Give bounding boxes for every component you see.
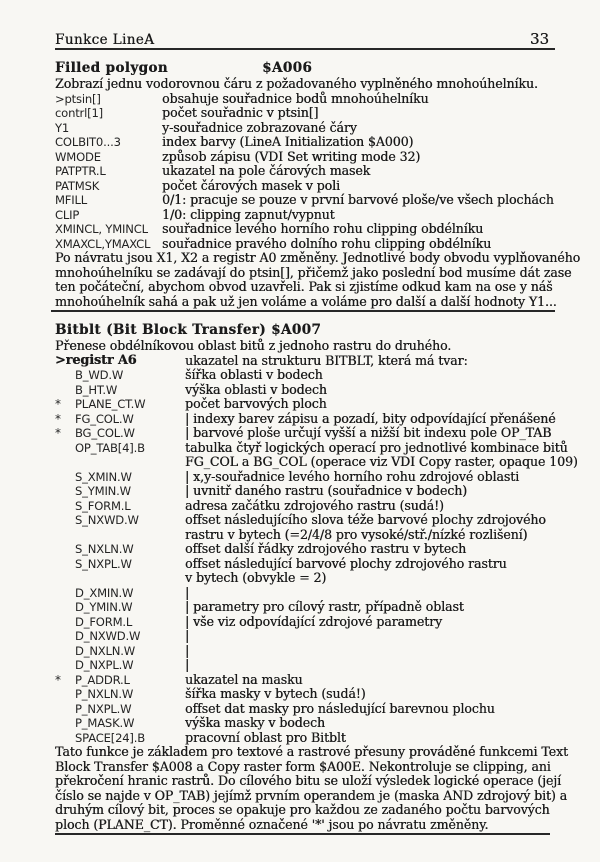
changed-marker <box>55 542 75 557</box>
field-description: | <box>185 628 190 643</box>
note-line: Po návratu jsou X1, X2 a registr A0 změněny. Jednotlivé body obvodu vyplňovaného <box>55 250 581 265</box>
parameter-description: obsahuje souřadnice bodů mnohoúhelníku <box>162 90 429 106</box>
changed-marker <box>55 687 75 702</box>
note-line: překročení hranic rastrů. Do cílového bitu se uloží výsledek logické operace (její <box>55 773 561 788</box>
register-description: ukazatel na strukturu BITBLT, která má tvar: <box>185 352 468 368</box>
note-line: Block Transfer $A008 a Copy raster form $A00E. Nekontroluje se clipping, ani <box>55 758 551 774</box>
changed-marker <box>55 499 75 514</box>
parameter-row <box>55 237 555 252</box>
field-name: P_ADDR.L <box>75 672 130 687</box>
field-description: šířka oblasti v bodech <box>185 367 323 382</box>
field-description: offset dat masky pro následující barevnou plochu <box>185 700 495 716</box>
parameter-row <box>55 92 555 107</box>
structure-field-row <box>55 368 555 383</box>
section-intro: Zobrazí jednu vodorovnou čáru z požadovaného vyplněného mnohoúhelníku. <box>55 76 538 91</box>
structure-field-row <box>55 615 555 630</box>
parameter-description: počet čárových masek v poli <box>162 177 340 193</box>
parameter-description: způsob zápisu (VDI Set writing mode 32) <box>162 148 421 164</box>
field-name: BG_COL.W <box>75 426 135 440</box>
structure-field-row <box>55 716 555 731</box>
structure-field-row <box>55 731 555 746</box>
structure-field-row <box>55 426 555 441</box>
parameter-description: souřadnice levého horního rohu clipping obdélníku <box>162 221 484 236</box>
changed-marker: * <box>55 397 61 411</box>
field-name <box>75 528 185 543</box>
parameter-name: XMINCL, YMINCL <box>55 222 148 236</box>
changed-marker <box>55 441 75 456</box>
register-row <box>55 354 555 369</box>
note-line: druhým cílový bit, proces se opakuje pro každou ze zadaného počtu barvových <box>55 802 550 817</box>
parameter-row <box>55 164 555 179</box>
section-heading <box>55 59 555 77</box>
changed-marker <box>55 484 75 499</box>
note-line: mnohoúhelníku se zadávají do ptsin[], přičemž jako poslední bod musíme dát zase <box>55 264 572 280</box>
section-notes <box>55 250 581 309</box>
parameter-name: WMODE <box>55 149 101 164</box>
field-name: S_FORM.L <box>75 498 131 513</box>
field-name: S_NXPL.W <box>75 556 132 571</box>
field-name: D_NXPL.W <box>75 658 134 672</box>
running-header: Funkce LineA <box>55 32 155 48</box>
field-name <box>75 455 185 470</box>
changed-marker <box>55 383 75 398</box>
section-bitblt <box>55 321 578 832</box>
field-name: D_NXWD.W <box>75 629 141 643</box>
field-description: ukazatel na masku <box>185 671 303 687</box>
changed-marker <box>55 528 75 543</box>
section-divider-rule <box>51 310 555 312</box>
parameter-row <box>55 193 555 208</box>
parameter-row <box>55 222 555 237</box>
section-title: Bitblt (Bit Block Transfer) <box>55 322 266 338</box>
field-name: SPACE[24].B <box>75 730 145 745</box>
page-content <box>55 0 581 835</box>
structure-field-row <box>55 702 555 717</box>
structure-field-row <box>55 499 555 514</box>
field-description: | barvové ploše určují vyšší a nižší bit indexu pole OP_TAB <box>185 425 552 440</box>
field-name: PLANE_CT.W <box>75 397 146 411</box>
changed-marker <box>55 716 75 731</box>
field-name: B_HT.W <box>75 382 118 397</box>
structure-field-row <box>55 439 568 456</box>
structure-field-row <box>55 513 555 528</box>
changed-marker <box>55 368 75 383</box>
changed-marker <box>55 513 75 528</box>
structure-field-row <box>55 644 555 659</box>
field-name: D_XMIN.W <box>75 585 134 600</box>
parameter-name: XMAXCL,YMAXCL <box>55 236 151 251</box>
changed-marker <box>55 702 75 717</box>
field-description: pracovní oblast pro Bitblt <box>185 729 346 745</box>
section-title: Filled polygon <box>55 60 168 76</box>
structure-field-row <box>55 412 555 427</box>
field-name: P_NXLN.W <box>75 687 134 701</box>
structure-field-row <box>55 454 578 470</box>
field-name: S_NXWD.W <box>75 513 139 527</box>
changed-marker <box>55 600 75 615</box>
field-description: | <box>185 642 190 658</box>
changed-marker: * <box>55 672 61 687</box>
parameter-row <box>55 208 555 223</box>
bottom-rule <box>55 833 550 835</box>
parameter-row <box>55 135 555 150</box>
changed-marker: * <box>55 411 61 426</box>
changed-marker <box>55 571 75 586</box>
field-description: | <box>185 584 190 600</box>
field-name <box>75 571 185 586</box>
parameter-description: 1/0: clipping zapnut/vypnut <box>162 206 335 222</box>
field-name: P_MASK.W <box>75 716 135 730</box>
structure-field-row <box>55 528 555 543</box>
field-name: D_FORM.L <box>75 614 133 629</box>
field-description: offset následujícího slova téže barvové plochy zdrojového <box>185 512 546 527</box>
field-description: adresa začátku zdrojového rastru (sudá!) <box>185 497 444 513</box>
note-line: číslo se najde v OP_TAB) jejímž prvním operandem je (maska AND zdrojový bit) a <box>55 787 567 803</box>
parameter-row <box>55 179 555 194</box>
field-description: | <box>185 657 190 672</box>
field-description: | uvnitř daného rastru (souřadnice v bodech) <box>185 483 467 498</box>
structure-field-row <box>55 542 555 557</box>
field-description: | indexy barev zápisu a pozadí, bity odpovídající přenášené <box>185 410 556 426</box>
parameter-name: >ptsin[] <box>55 91 101 106</box>
note-line: ten počáteční, abychom obvod uzavřeli. Pak si zjistíme odkud kam na ose y náš <box>55 279 553 294</box>
structure-field-row <box>55 557 555 572</box>
parameter-row <box>55 150 555 165</box>
structure-field-row <box>55 658 555 673</box>
field-name: P_NXPL.W <box>75 701 132 716</box>
changed-marker: * <box>55 426 61 440</box>
field-description: výška masky v bodech <box>185 715 325 730</box>
field-description: tabulka čtyř logických operací pro jednotlivé kombinace bitů <box>185 439 568 455</box>
field-name: FG_COL.W <box>75 411 134 426</box>
structure-field-row <box>55 629 555 644</box>
structure-field-row <box>55 484 555 499</box>
register-name: >registr A6 <box>55 352 137 368</box>
section-heading <box>55 321 555 339</box>
parameter-name: MFILL <box>55 193 88 207</box>
changed-marker <box>55 731 75 746</box>
section-opcode: $A006 <box>262 60 313 76</box>
structure-field-row <box>55 600 555 615</box>
changed-marker <box>55 629 75 644</box>
changed-marker <box>55 455 75 470</box>
parameter-name: COLBIT0...3 <box>55 135 121 149</box>
structure-field-row <box>55 571 555 586</box>
parameter-name: Y1 <box>55 120 70 135</box>
field-description: rastru v bytech (=2/4/8 pro vysoké/stř./nízké rozlišení) <box>185 526 528 542</box>
parameter-row <box>55 121 555 136</box>
changed-marker <box>55 658 75 673</box>
section-intro: Přenese obdélníkovou oblast bitů z jednoho rastru do druhého. <box>55 338 452 353</box>
section-opcode: $A007 <box>271 322 322 338</box>
parameter-name: PATPTR.L <box>55 164 106 178</box>
field-description: v bytech (obvykle = 2) <box>185 570 327 585</box>
changed-marker <box>55 644 75 659</box>
field-description: | x,y-souřadnice levého horního rohu zdrojové oblasti <box>185 468 520 484</box>
field-description: šířka masky v bytech (sudá!) <box>185 686 366 701</box>
field-name: B_WD.W <box>75 368 124 382</box>
changed-marker <box>55 615 75 630</box>
structure-field-list <box>55 367 578 745</box>
field-description: počet barvových ploch <box>185 396 327 411</box>
field-name: S_NXLN.W <box>75 542 134 556</box>
parameter-description: souřadnice pravého dolního rohu clipping obdélníku <box>162 235 492 251</box>
parameter-row <box>55 106 555 121</box>
parameter-description: 0/1: pracuje se pouze v první barvové ploše/ve všech plochách <box>162 192 554 207</box>
field-name: S_XMIN.W <box>75 469 132 484</box>
field-description: offset další řádky zdrojového rastru v bytech <box>185 541 467 556</box>
parameter-description: počet souřadnic v ptsin[] <box>162 105 319 120</box>
field-description: | parametry pro cílový rastr, případně oblast <box>185 599 464 614</box>
closing-notes <box>55 744 568 832</box>
parameter-description: y-souřadnice zobrazované čáry <box>162 119 357 135</box>
field-name: OP_TAB[4].B <box>75 440 145 455</box>
page-header <box>55 0 555 47</box>
changed-marker <box>55 557 75 572</box>
changed-marker <box>55 470 75 485</box>
structure-field-row <box>55 470 555 485</box>
note-line: mnohoúhelník sahá a pak už jen voláme a voláme pro další a další hodnoty Y1... <box>55 293 557 309</box>
structure-field-row <box>55 687 555 702</box>
section-filled-polygon <box>55 59 581 309</box>
field-description: | vše viz odpovídající zdrojové parametry <box>185 613 443 629</box>
field-name: D_NXLN.W <box>75 643 136 658</box>
field-name: D_YMIN.W <box>75 600 133 614</box>
field-name: S_YMIN.W <box>75 484 131 498</box>
note-line: ploch (PLANE_CT). Proměnné označené '*' jsou po návratu změněny. <box>55 816 489 832</box>
parameter-description: ukazatel na pole čárových masek <box>162 163 371 178</box>
structure-field-row <box>55 383 555 398</box>
parameter-name: contrl[1] <box>55 106 103 120</box>
field-description: offset následující barvové plochy zdrojového rastru <box>185 555 507 571</box>
page-number: 33 <box>529 30 549 48</box>
structure-field-row <box>55 673 555 688</box>
parameter-name: CLIP <box>55 207 80 222</box>
parameter-description: index barvy (LineA Initialization $A000) <box>162 134 414 149</box>
field-description: výška oblasti v bodech <box>185 381 327 397</box>
structure-field-row <box>55 397 555 412</box>
changed-marker <box>55 586 75 601</box>
parameter-list <box>55 92 555 252</box>
note-line: Tato funkce je základem pro textové a rastrové přesuny prováděné funkcemi Text <box>55 744 568 759</box>
header-rule <box>55 48 555 50</box>
parameter-name: PATMSK <box>55 178 100 193</box>
structure-field-row <box>55 586 555 601</box>
field-description: FG_COL a BG_COL (operace viz VDI Copy raster, opaque 109) <box>185 454 578 469</box>
